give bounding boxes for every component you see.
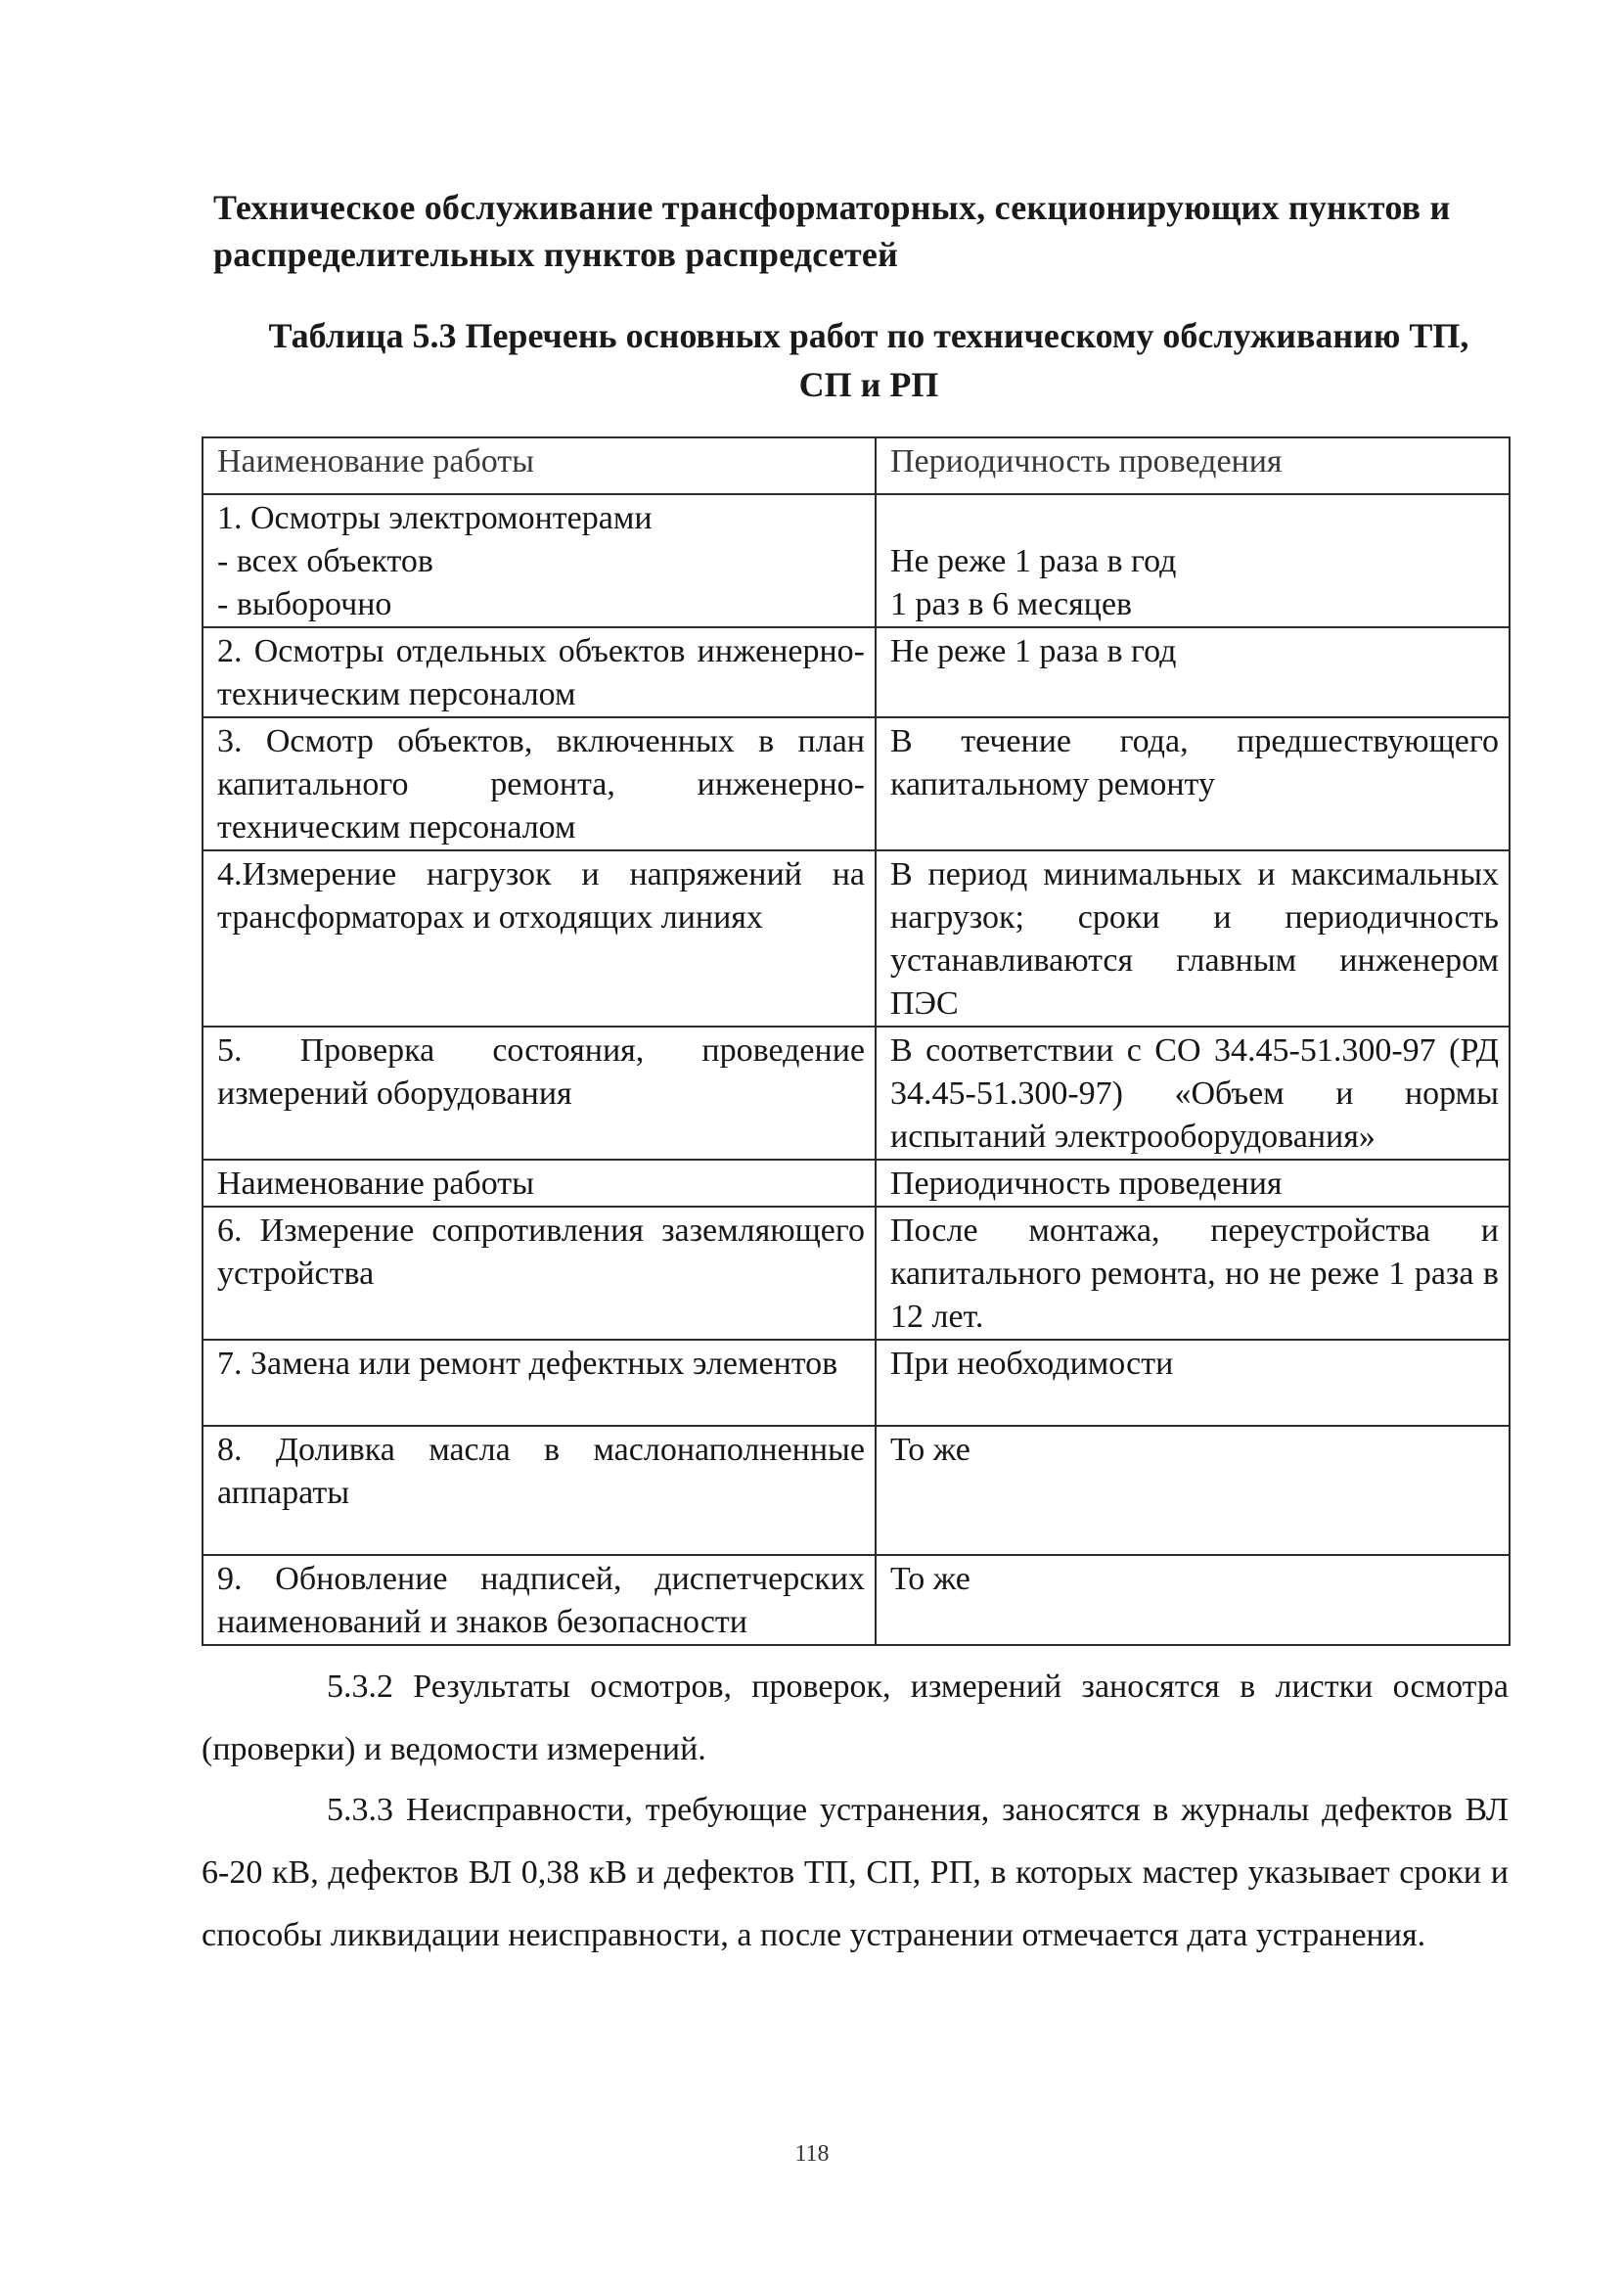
period-cell: То же xyxy=(876,1555,1510,1645)
period-line xyxy=(890,497,1499,540)
work-cell xyxy=(203,494,876,627)
table-title-line-2: СП и РП xyxy=(798,365,939,404)
work-cell: 5. Проверка состояния, проведение измерений оборудования xyxy=(203,1027,876,1160)
work-cell: 4.Измерение нагрузок и напряжений на трансформаторах и отходящих линиях xyxy=(203,850,876,1027)
work-cell: 9. Обновление надписей, диспетчерских наименований и знаков безопасности xyxy=(203,1555,876,1645)
period-cell: В период минимальных и максимальных нагрузок; сроки и периодичность устанавливаются главным инженером ПЭС xyxy=(876,850,1510,1027)
work-line: - выборочно xyxy=(217,586,392,622)
table-repeated-header-row xyxy=(203,1160,1510,1207)
maintenance-works-table xyxy=(202,436,1511,1646)
header-period-cell: Периодичность проведения xyxy=(876,437,1510,494)
period-cell xyxy=(876,494,1510,627)
work-line: - всех объектов xyxy=(217,543,433,579)
table-row xyxy=(203,627,1510,717)
period-cell: После монтажа, переустройства и капитального ремонта, но не реже 1 раза в 12 лет. xyxy=(876,1207,1510,1340)
period-cell: То же xyxy=(876,1426,1510,1555)
header-work-cell: Наименование работы xyxy=(203,437,876,494)
period-line: 1 раз в 6 месяцев xyxy=(890,586,1133,622)
table-row xyxy=(203,1426,1510,1555)
table-header-row xyxy=(203,437,1510,494)
page-number: 118 xyxy=(794,2141,830,2167)
period-cell: Не реже 1 раза в год xyxy=(876,627,1510,717)
work-cell: Наименование работы xyxy=(203,1160,876,1207)
work-cell: 6. Измерение сопротивления заземляющего устройства xyxy=(203,1207,876,1340)
table-row xyxy=(203,494,1510,627)
work-cell: 8. Доливка масла в маслонаполненные аппараты xyxy=(203,1426,876,1555)
work-cell: 2. Осмотры отдельных объектов инженерно-техническим персоналом xyxy=(203,627,876,717)
period-cell: В соответствии с СО 34.45-51.300-97 (РД 34.45-51.300-97) «Объем и нормы испытаний электрооборудования» xyxy=(876,1027,1510,1160)
period-cell: В течение года, предшествующего капитальному ремонту xyxy=(876,717,1510,850)
period-line: Не реже 1 раза в год xyxy=(890,543,1177,579)
work-cell: 3. Осмотр объектов, включенных в план капитального ремонта, инженерно-техническим персоналом xyxy=(203,717,876,850)
table-row xyxy=(203,717,1510,850)
paragraph-5-3-3: 5.3.3 Неисправности, требующие устранения, заносятся в журналы дефектов ВЛ 6-20 кВ, дефектов ВЛ 0,38 кВ и дефектов ТП, СП, РП, в которых мастер указывает сроки и способы ликвидации неисправности, а после устранении отмечается дата устранения. xyxy=(202,1792,1509,1953)
period-cell: При необходимости xyxy=(876,1340,1510,1426)
period-cell: Периодичность проведения xyxy=(876,1160,1510,1207)
work-cell: 7. Замена или ремонт дефектных элементов xyxy=(203,1340,876,1426)
table-title xyxy=(213,311,1524,409)
section-heading: Техническое обслуживание трансформаторных, секционирующих пунктов и распределительных пунктов распредсетей xyxy=(213,188,1451,274)
table-row xyxy=(203,1340,1510,1426)
table-row xyxy=(203,1555,1510,1645)
table-title-line-1: Таблица 5.3 Перечень основных работ по техническому обслуживанию ТП, xyxy=(268,316,1469,355)
table-row xyxy=(203,1207,1510,1340)
table-row xyxy=(203,1027,1510,1160)
work-line: 1. Осмотры электромонтерами xyxy=(217,500,653,536)
table-row xyxy=(203,850,1510,1027)
paragraph-5-3-2: 5.3.2 Результаты осмотров, проверок, измерений заносятся в листки осмотра (проверки) и ведомости измерений. xyxy=(202,1669,1509,1767)
